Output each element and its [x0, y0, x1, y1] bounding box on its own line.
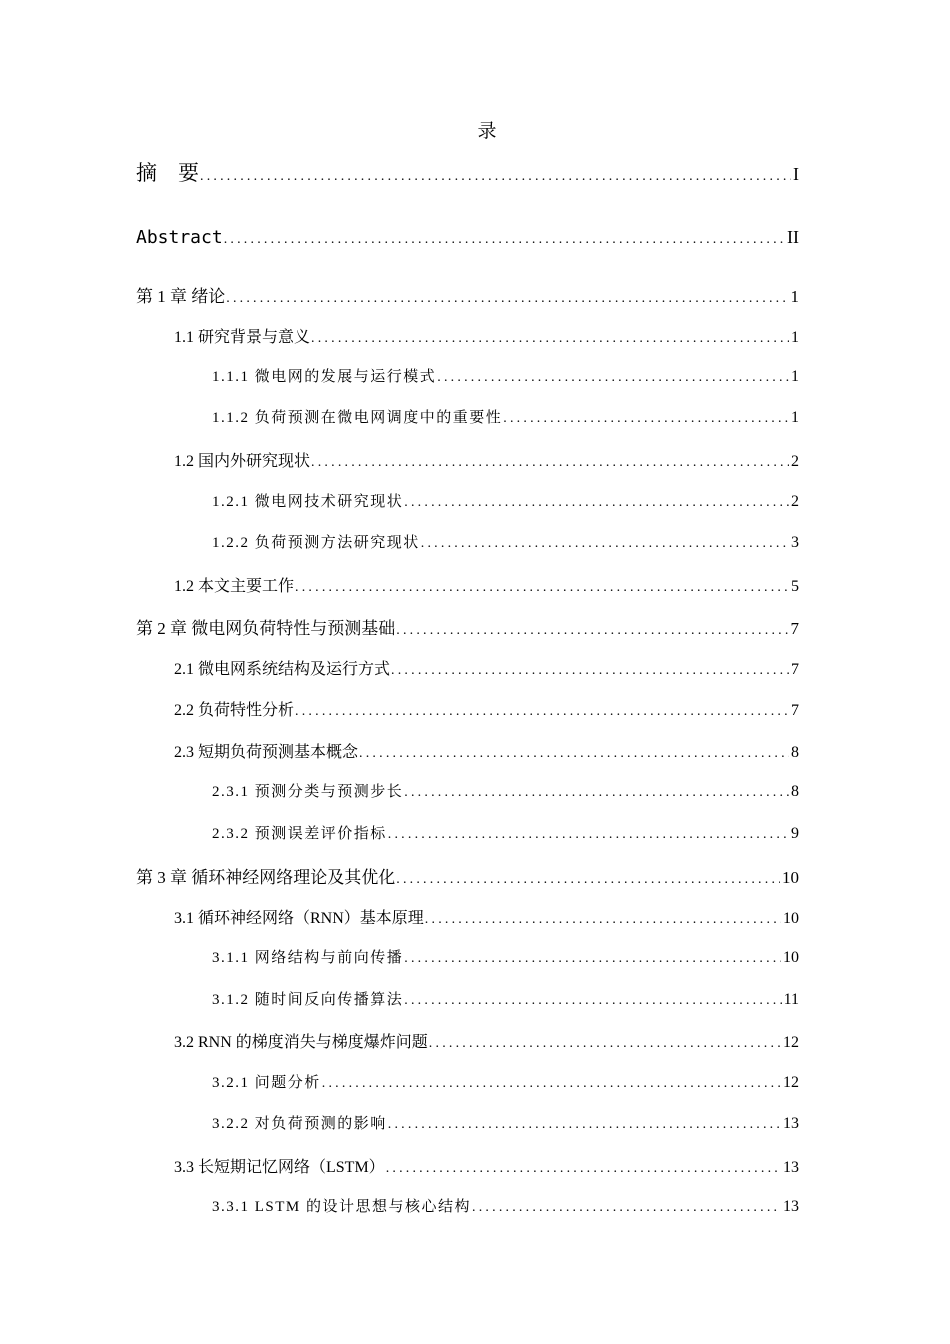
- toc-dot-leader: [404, 495, 789, 511]
- toc-entry-label: 2.3.2 预测误差评价指标: [212, 826, 387, 842]
- toc-entry-chapter-3[interactable]: [136, 863, 799, 888]
- toc-entry-label: 2.2 负荷特性分析: [174, 702, 295, 719]
- toc-entry-label: 3.1.2 随时间反向传播算法: [212, 992, 404, 1008]
- toc-entry-section[interactable]: [174, 905, 799, 928]
- toc-entry-abstract-cn[interactable]: [136, 157, 799, 187]
- toc-page-number: 2: [791, 453, 799, 470]
- toc-entry-section[interactable]: [174, 1154, 799, 1177]
- toc-dot-leader: [311, 331, 789, 347]
- toc-dot-leader: [437, 370, 789, 386]
- toc-dot-leader: [503, 411, 789, 427]
- toc-dot-leader: [391, 663, 789, 679]
- toc-entry-label: 1.1.1 微电网的发展与运行模式: [212, 369, 437, 385]
- toc-entry-subsection[interactable]: [212, 406, 799, 427]
- toc-dot-leader: [295, 580, 789, 596]
- toc-entry-label: 1.2 本文主要工作: [174, 578, 295, 595]
- toc-page-number: 12: [783, 1074, 799, 1091]
- toc-entry-label: 1.2.2 负荷预测方法研究现状: [212, 535, 420, 551]
- toc-entry-label: 1.1 研究背景与意义: [174, 329, 311, 346]
- toc-entry-label: 3.2.1 问题分析: [212, 1075, 321, 1091]
- toc-entry-subsection[interactable]: [212, 988, 799, 1009]
- toc-entry-subsection[interactable]: [212, 946, 799, 967]
- toc-dot-leader: [226, 291, 788, 307]
- toc-page-number: 7: [791, 702, 799, 719]
- toc-entry-label: 第 1 章 绪论: [136, 287, 226, 306]
- toc-page-number: 1: [790, 287, 799, 306]
- toc-dot-leader: [425, 912, 781, 928]
- toc-page-number: 7: [790, 619, 799, 638]
- toc-page-number: 10: [783, 910, 799, 927]
- toc-entry-subsection[interactable]: [212, 490, 799, 511]
- toc-entry-section[interactable]: [174, 324, 799, 347]
- toc-page-number: 8: [791, 744, 799, 761]
- toc-dot-leader: [472, 1200, 781, 1216]
- toc-entry-subsection[interactable]: [212, 1112, 799, 1133]
- toc-entry-section[interactable]: [174, 739, 799, 762]
- toc-dot-leader: [322, 1076, 781, 1092]
- toc-dot-leader: [421, 536, 789, 552]
- toc-page-number: 7: [791, 661, 799, 678]
- toc-page-number: 10: [782, 868, 799, 887]
- toc-entry-subsection[interactable]: [212, 822, 799, 843]
- toc-entry-label: 2.1 微电网系统结构及运行方式: [174, 661, 391, 678]
- toc-page-number: 1: [791, 368, 799, 385]
- toc-dot-leader: [404, 951, 781, 967]
- toc-page-number: I: [793, 164, 799, 184]
- toc-entry-section[interactable]: [174, 573, 799, 596]
- toc-page-number: 3: [791, 534, 799, 551]
- toc-page-number: 12: [783, 1034, 799, 1051]
- page-title: 录: [477, 121, 497, 142]
- toc-dot-leader: [429, 1036, 781, 1052]
- toc-entry-label: 3.3 长短期记忆网络（LSTM）: [174, 1159, 385, 1176]
- toc-entry-label: 3.1 循环神经网络（RNN）基本原理: [174, 910, 424, 927]
- toc-page-number: 9: [791, 825, 799, 842]
- toc-entry-label: 摘 要: [136, 161, 199, 185]
- toc-dot-leader: [224, 232, 785, 248]
- toc-entry-label: 1.2 国内外研究现状: [174, 453, 311, 470]
- toc-dot-leader: [388, 827, 789, 843]
- toc-entry-label: 1.1.2 负荷预测在微电网调度中的重要性: [212, 410, 503, 426]
- toc-entry-label: 2.3.1 预测分类与预测步长: [212, 784, 404, 800]
- toc-dot-leader: [404, 785, 789, 801]
- toc-dot-leader: [295, 704, 789, 720]
- toc-page-number: 13: [783, 1159, 799, 1176]
- toc-dot-leader: [388, 1117, 781, 1133]
- toc-entry-label: Abstract: [136, 227, 223, 248]
- toc-page-number: 13: [783, 1198, 799, 1215]
- toc-entry-abstract-en[interactable]: [136, 227, 799, 248]
- toc-entry-label: 第 2 章 微电网负荷特性与预测基础: [136, 619, 396, 638]
- toc-entry-subsection[interactable]: [212, 365, 799, 386]
- toc-entry-label: 2.3 短期负荷预测基本概念: [174, 744, 359, 761]
- toc-page-number: 11: [783, 991, 799, 1008]
- toc-page-number: 13: [783, 1115, 799, 1132]
- toc-dot-leader: [311, 455, 789, 471]
- toc-dot-leader: [200, 169, 791, 185]
- toc-entry-section[interactable]: [174, 1029, 799, 1052]
- toc-entry-label: 3.2.2 对负荷预测的影响: [212, 1116, 387, 1132]
- toc-page-number: II: [787, 227, 799, 247]
- toc-entry-chapter-2[interactable]: [136, 614, 799, 639]
- toc-entry-label: 3.1.1 网络结构与前向传播: [212, 950, 404, 966]
- toc-dot-leader: [396, 623, 788, 639]
- toc-page-number: 8: [791, 783, 799, 800]
- toc-page-number: 5: [791, 578, 799, 595]
- toc-entry-subsection[interactable]: [212, 780, 799, 801]
- toc-page-number: 1: [791, 329, 799, 346]
- toc-page-number: 1: [791, 409, 799, 426]
- toc-entry-label: 3.3.1 LSTM 的设计思想与核心结构: [212, 1199, 472, 1215]
- toc-entry-label: 3.2 RNN 的梯度消失与梯度爆炸问题: [174, 1034, 428, 1051]
- toc-page-number: 2: [791, 493, 799, 510]
- toc-entry-subsection[interactable]: [212, 531, 799, 552]
- toc-page-number: 10: [783, 949, 799, 966]
- toc-entry-label: 第 3 章 循环神经网络理论及其优化: [136, 868, 396, 887]
- toc-entry-subsection[interactable]: [212, 1195, 799, 1216]
- toc-dot-leader: [396, 872, 780, 888]
- toc-entry-label: 1.2.1 微电网技术研究现状: [212, 494, 404, 510]
- toc-entry-chapter-1[interactable]: [136, 282, 799, 307]
- toc-entry-section[interactable]: [174, 448, 799, 471]
- toc-entry-section[interactable]: [174, 697, 799, 720]
- toc-dot-leader: [359, 746, 789, 762]
- toc-entry-subsection[interactable]: [212, 1071, 799, 1092]
- toc-dot-leader: [404, 993, 781, 1009]
- toc-entry-section[interactable]: [174, 656, 799, 679]
- toc-dot-leader: [386, 1161, 781, 1177]
